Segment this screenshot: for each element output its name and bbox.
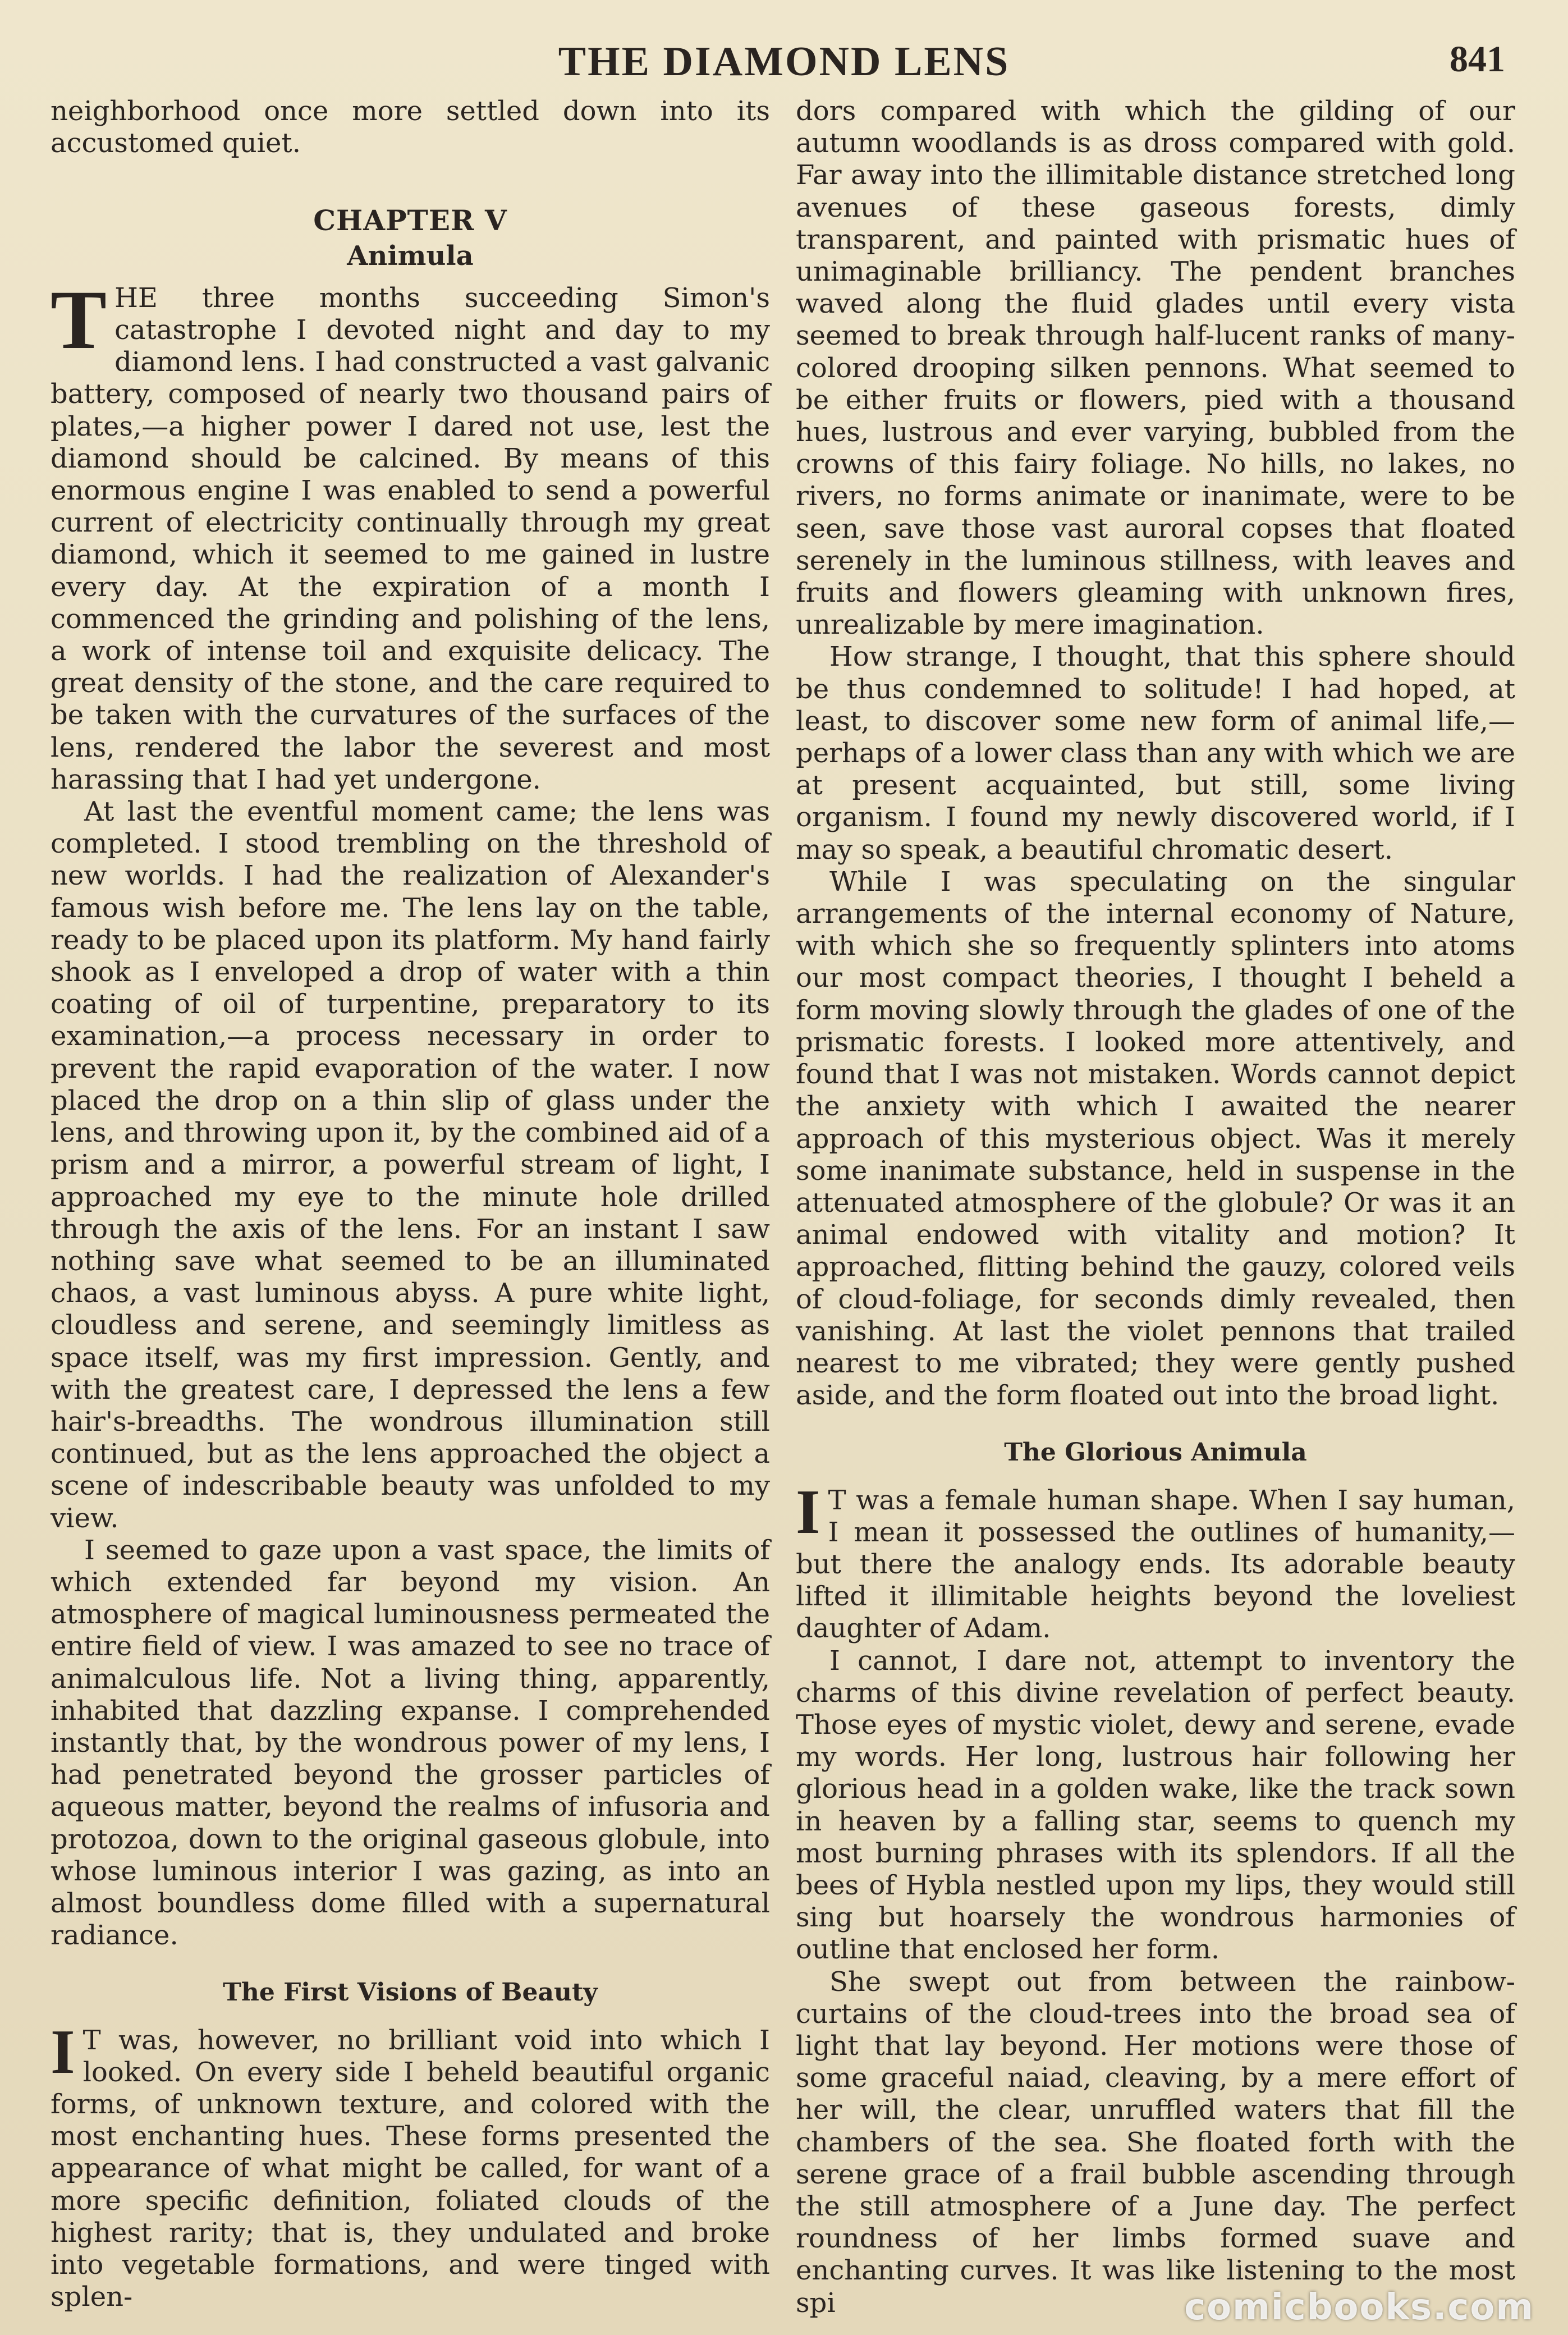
paragraph: While I was speculating on the singular arrangements of the internal economy of Nature, with which she so frequently splinters into atoms our most compact theories, I thought I beheld a form moving slowly through the glades of one of the prismatic forests. I looked more attentively, and found that I was not mistaken. Words cannot depict the anxiety with which I awaited the nearer approach of this mysterious object. Was it merely some inanimate substance, held in suspense in the attenuated atmosphere of the globule? Or was it an animal endowed with vitality and motion? It approached, flitting behind the gauzy, colored veils of cloud-foliage, for seconds dimly revealed, then vanishing. At last the violet pennons that trailed nearest to me vibrated; they were gently pushed aside, and the form floated out into the broad light. xyxy=(796,866,1515,1412)
paragraph-text: HE three months succeeding Simon's catastrophe I devoted night and day to my diamond lens. I had constructed a vast galvanic battery, composed of nearly two thousand pairs of plates,—a higher power I dared not use, lest the diamond should be calcined. By means of this enormous engine I was enabled to send a powerful current of electricity continually through my great diamond, which it seemed to me gained in lustre every day. At the expiration of a month I commenced the grinding and polishing of the lens, a work of intense toil and exquisite delicacy. The great density of the stone, and the care required to be taken with the curvatures of the surfaces of the lens, rendered the labor the severest and most harassing that I had yet undergone. xyxy=(51,282,770,795)
running-title: THE DIAMOND LENS xyxy=(558,39,1010,85)
page-header xyxy=(0,34,1568,90)
continued-paragraph: dors compared with which the gilding of our autumn woodlands is as dross compared with gold. Far away into the illimitable distance stretched long avenues of these gaseous forests, dimly transparent, and painted with prismatic hues of unimaginable brilliancy. The pendent branches waved along the fluid glades until every vista seemed to break through half-lucent ranks of many-colored drooping silken pennons. What seemed to be either fruits or flowers, pied with a thousand hues, lustrous and ever varying, bubbled from the crowns of this fairy foliage. No hills, no lakes, no rivers, no forms animate or inanimate, were to be seen, save those vast auroral copses that floated serenely in the luminous stillness, with leaves and fruits and flowers gleaming with unknown fires, unrealizable by mere imagination. xyxy=(796,95,1515,641)
section-subheading: The Glorious Animula xyxy=(1004,1438,1307,1467)
paragraph: I cannot, I dare not, attempt to inventory the charms of this divine revelation of perfect beauty. Those eyes of mystic violet, dewy and serene, evade my words. Her long, lustrous hair following her glorious head in a golden wake, like the track sown in heaven by a falling star, seems to quench my most burning phrases with its splendors. If all the bees of Hybla nestled upon my lips, they would still sing but hoarsely the wondrous harmonies of outline that enclosed her form. xyxy=(796,1645,1515,1966)
page-number: 841 xyxy=(1450,39,1505,80)
paragraph: I seemed to gaze upon a vast space, the limits of which extended far beyond my vision. An atmosphere of magical luminousness permeated the entire field of view. I was amazed to see no trace of animalculous life. Not a living thing, apparently, inhabited that dazzling expanse. I comprehended instantly that, by the wondrous power of my lens, I had penetrated beyond the grosser particles of aqueous matter, beyond the realms of infusoria and protozoa, down to the original gaseous globule, into whose luminous interior I was gazing, as into an almost boundless dome filled with a supernatural radiance. xyxy=(51,1534,770,1952)
paragraph xyxy=(51,2017,770,2314)
drop-cap: T xyxy=(51,273,107,367)
paragraph-text: T was, however, no brilliant void into which I looked. On every side I beheld beautiful organic forms, of unknown texture, and colored with the most enchanting hues. These forms presented the appearance of what might be called, for want of a more specific definition, foliated clouds of the highest rarity; that is, they undulated and broke into vegetable formations, and were tinged with splen- xyxy=(51,2024,770,2313)
left-column xyxy=(51,95,770,2313)
continued-paragraph: neighborhood once more settled down into its accustomed quiet. xyxy=(51,95,770,159)
section-subheading: The First Visions of Beauty xyxy=(223,1978,598,2007)
paragraph-text: T was a female human shape. When I say human, I mean it possessed the outlines of humanity,—but there the analogy ends. Its adorable beauty lifted it illimitable heights beyond the loveliest daughter of Adam. xyxy=(796,1484,1515,1645)
paragraph xyxy=(796,1477,1515,1645)
chapter-subtitle: Animula xyxy=(347,240,474,272)
paragraph: At last the eventful moment came; the lens was completed. I stood trembling on the threshold of new worlds. I had the realization of Alexander's famous wish before me. The lens lay on the table, ready to be placed upon its platform. My hand fairly shook as I enveloped a drop of water with a thin coating of oil of turpentine, preparatory to its examination,—a process necessary in order to prevent the rapid evaporation of the water. I now placed the drop on a thin slip of glass under the lens, and throwing upon it, by the combined aid of a prism and a mirror, a powerful stream of light, I approached my eye to the minute hole drilled through the axis of the lens. For an instant I saw nothing save what seemed to be an illuminated chaos, a vast luminous abyss. A pure white light, cloudless and serene, and seemingly limitless as space itself, was my first impression. Gently, and with the greatest care, I depressed the lens a few hair's-breadths. The wondrous illumination still continued, but as the lens approached the object a scene of indescribable beauty was unfolded to my view. xyxy=(51,796,770,1534)
paragraph: She swept out from between the rainbow-curtains of the cloud-trees into the broad sea of light that lay beyond. Her motions were those of some graceful naiad, cleaving, by a mere effort of her will, the clear, unruffled waters that fill the chambers of the sea. She floated forth with the serene grace of a frail bubble ascending through the still atmosphere of a June day. The perfect roundness of her limbs formed suave and enchanting curves. It was like listening to the most spi xyxy=(796,1966,1515,2319)
drop-cap: I xyxy=(796,1477,820,1547)
paragraph xyxy=(51,273,770,796)
watermark: comicbooks.com xyxy=(1184,2287,1534,2328)
drop-cap: I xyxy=(51,2017,75,2087)
paragraph: How strange, I thought, that this sphere should be thus condemned to solitude! I had hoped, at least, to discover some new form of animal life,—perhaps of a lower class than any with which we are at present acquainted, but still, some living organism. I found my newly discovered world, if I may so speak, a beautiful chromatic desert. xyxy=(796,641,1515,866)
chapter-heading: CHAPTER V xyxy=(313,204,507,237)
